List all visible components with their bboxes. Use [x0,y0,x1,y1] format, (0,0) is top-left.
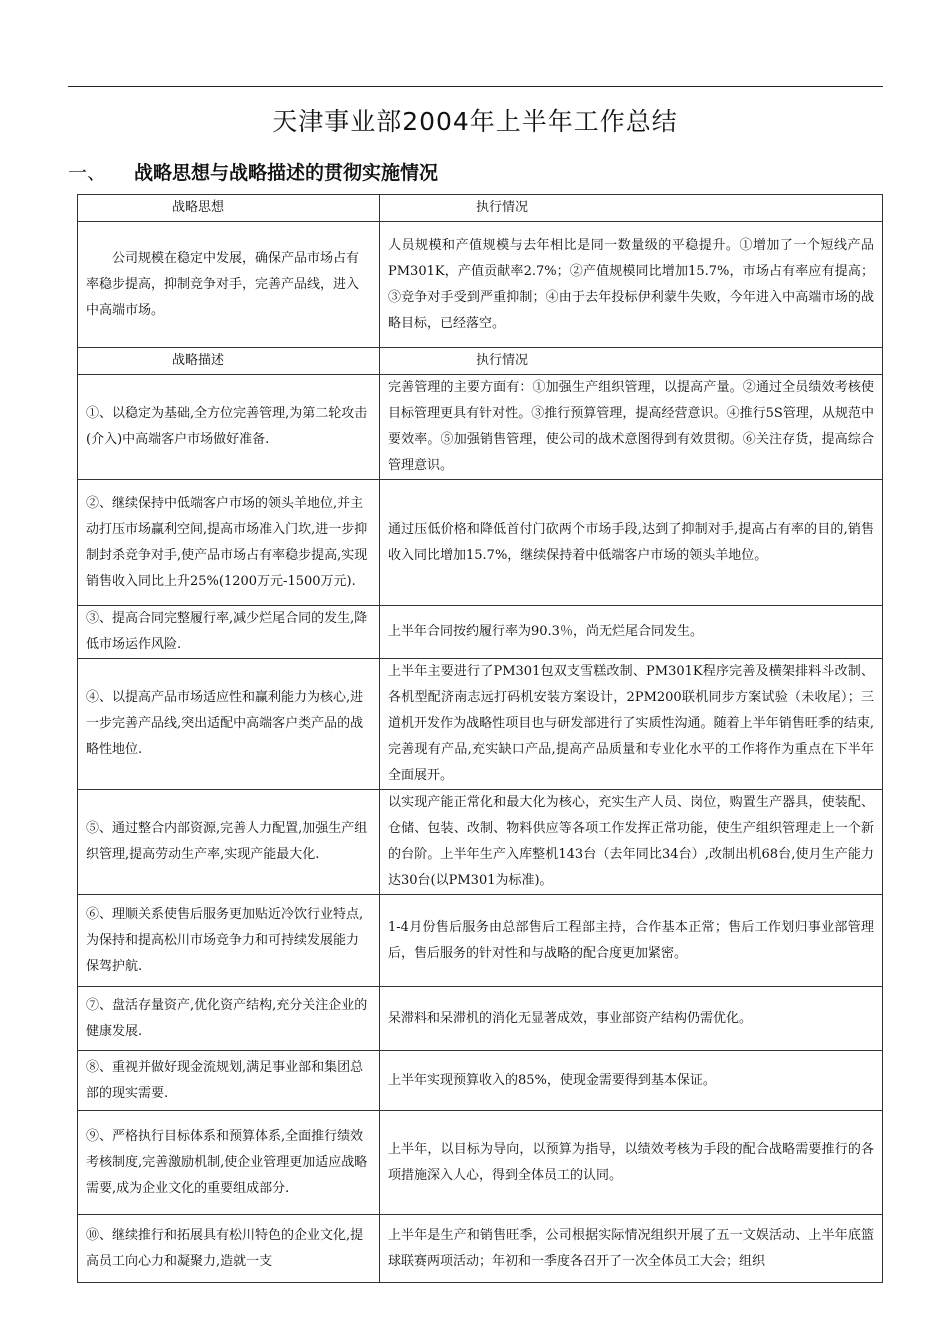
table-row [78,659,883,790]
description-cell: ⑧、重视并做好现金流规划,满足事业部和集团总部的现实需要. [78,1051,380,1111]
description-cell: ①、以稳定为基础,全方位完善管理,为第二轮攻击(介入)中高端客户市场做好准备. [78,375,380,480]
document-title: 天津事业部2004年上半年工作总结 [272,107,678,136]
execution-cell: 上半年是生产和销售旺季，公司根据实际情况组织开展了五一文娱活动、上半年底篮球联赛两项活动；年初和一季度各召开了一次全体员工大会；组织 [380,1215,883,1283]
section-heading-text: 战略思想与战略描述的贯彻实施情况 [134,162,439,184]
execution-cell: 上半年实现预算收入的85%，使现金需要得到基本保证。 [380,1051,883,1111]
table-row [78,987,883,1051]
description-cell: ⑩、继续推行和拓展具有松川特色的企业文化,提高员工向心力和凝聚力,造就一支 [78,1215,380,1283]
strategy-execution-cell: 人员规模和产值规模与去年相比是同一数量级的平稳提升。①增加了一个短线产品PM301K，产值贡献率2.7%；②产值规模同比增加15.7%，市场占有率应有提高；③竞争对手受到严重抑制；④由于去年投标伊利蒙牛失败，今年进入中高端市场的战略目标，已经落空。 [380,222,883,348]
description-cell: ⑥、理顺关系使售后服务更加贴近冷饮行业特点,为保持和提高松川市场竞争力和可持续发展能力保驾护航. [78,895,380,987]
table-header-row [78,195,883,222]
execution-cell: 上半年，以目标为导向，以预算为指导，以绩效考核为手段的配合战略需要推行的各项措施深入人心，得到全体员工的认同。 [380,1111,883,1215]
description-cell: ②、继续保持中低端客户市场的领头羊地位,并主动打压市场赢利空间,提高市场准入门坎,进一步抑制封杀竞争对手,使产品市场占有率稳步提高,实现销售收入同比上升25%(1200万元-1500万元). [78,480,380,606]
execution-cell: 以实现产能正常化和最大化为核心，充实生产人员、岗位，购置生产器具，使装配、仓储、包装、改制、物料供应等各项工作发挥正常功能，使生产组织管理走上一个新的台阶。上半年生产入库整机143台（去年同比34台）,改制出机68台,使月生产能力达30台(以PM301为标准)。 [380,790,883,895]
execution-cell: 上半年合同按约履行率为90.3％，尚无烂尾合同发生。 [380,606,883,659]
table-row [78,606,883,659]
table-row [78,1215,883,1283]
execution-cell: 上半年主要进行了PM301包双支雪糕改制、PM301K程序完善及横架排料斗改制、各机型配济南志远打码机安装方案设计，2PM200联机同步方案试验（未收尾）；三道机开发作为战略性项目也与研发部进行了实质性沟通。随着上半年销售旺季的结束,完善现有产品,充实缺口产品,提高产品质量和专业化水平的工作将作为重点在下半年全面展开。 [380,659,883,790]
description-cell: ④、以提高产品市场适应性和赢利能力为核心,进一步完善产品线,突出适配中高端客户类产品的战略性地位. [78,659,380,790]
table-row [78,480,883,606]
table-row [78,790,883,895]
strategy-table [77,194,883,1283]
description-cell: ⑤、通过整合内部资源,完善人力配置,加强生产组织管理,提高劳动生产率,实现产能最大化. [78,790,380,895]
table-row [78,1111,883,1215]
table-header-row [78,348,883,375]
execution-cell: 通过压低价格和降低首付门砍两个市场手段,达到了抑制对手,提高占有率的目的,销售收入同比增加15.7%，继续保持着中低端客户市场的领头羊地位。 [380,480,883,606]
header-cell-strategy-thought: 战略思想 [78,195,380,222]
header-cell-execution: 执行情况 [380,195,883,222]
execution-cell: 1-4月份售后服务由总部售后工程部主持，合作基本正常；售后工作划归事业部管理后，售后服务的针对性和与战略的配合度更加紧密。 [380,895,883,987]
execution-cell: 完善管理的主要方面有：①加强生产组织管理，以提高产量。②通过全员绩效考核使目标管理更具有针对性。③推行预算管理，提高经营意识。④推行5S管理，从规范中要效率。⑤加强销售管理，使公司的战术意图得到有效贯彻。⑥关注存货，提高综合管理意识。 [380,375,883,480]
table-row [78,375,883,480]
header-cell-execution: 执行情况 [380,348,883,375]
section-heading [68,158,883,185]
header-cell-strategy-description: 战略描述 [78,348,380,375]
table-row [78,895,883,987]
description-cell: ⑨、严格执行目标体系和预算体系,全面推行绩效考核制度,完善激励机制,使企业管理更加适应战略需要,成为企业文化的重要组成部分. [78,1111,380,1215]
strategy-thought-cell: 公司规模在稳定中发展，确保产品市场占有率稳步提高，抑制竞争对手，完善产品线，进入中高端市场。 [78,222,380,348]
description-cell: ⑦、盘活存量资产,优化资产结构,充分关注企业的健康发展. [78,987,380,1051]
description-cell: ③、提高合同完整履行率,减少烂尾合同的发生,降低市场运作风险. [78,606,380,659]
table-row [78,222,883,348]
table-row [78,1051,883,1111]
execution-cell: 呆滞料和呆滞机的消化无显著成效，事业部资产结构仍需优化。 [380,987,883,1051]
section-number: 一、 [68,162,107,184]
top-rule [68,86,883,87]
